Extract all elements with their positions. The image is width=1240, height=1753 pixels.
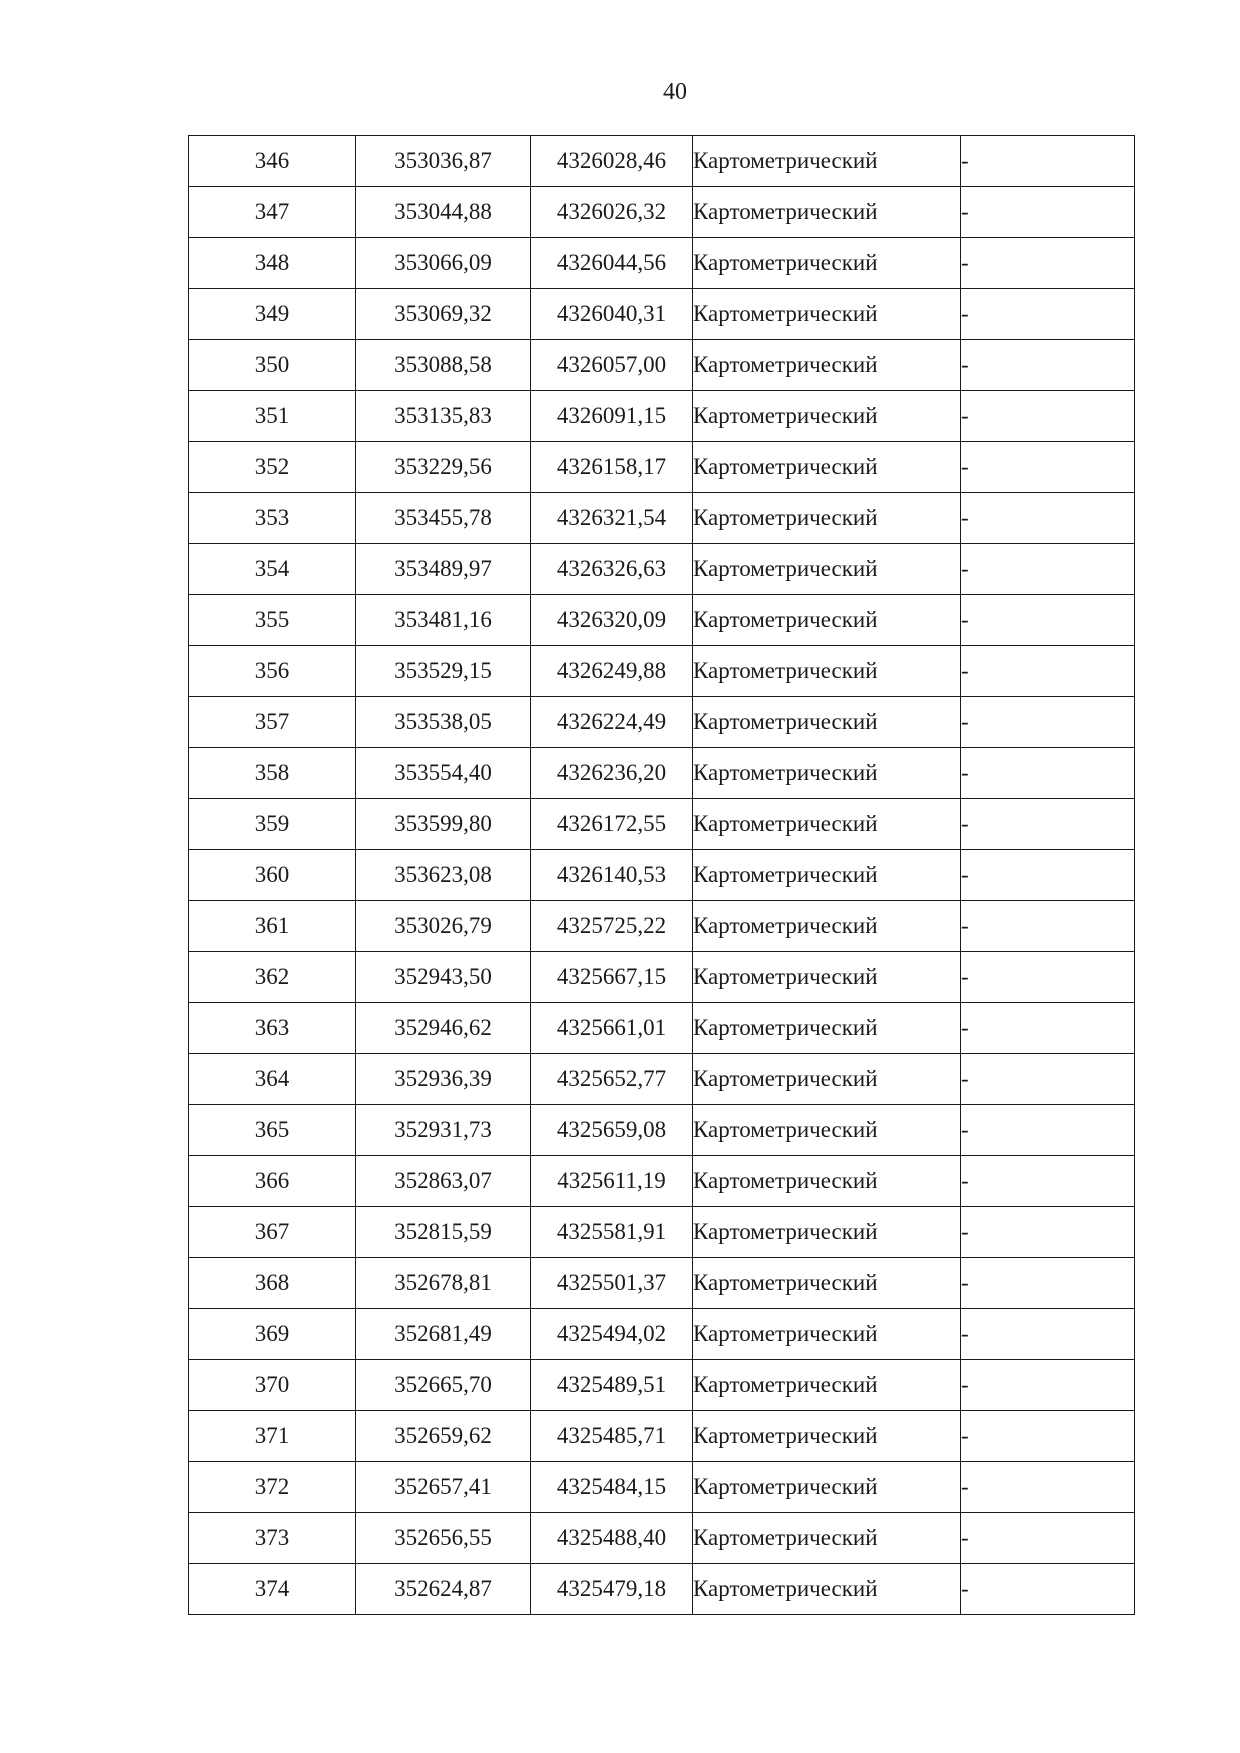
y-coordinate-cell: 4325484,15 bbox=[531, 1462, 693, 1513]
x-coordinate-cell: 352659,62 bbox=[356, 1411, 531, 1462]
y-coordinate-cell: 4325611,19 bbox=[531, 1156, 693, 1207]
x-coordinate-cell: 352678,81 bbox=[356, 1258, 531, 1309]
accuracy-cell: - bbox=[961, 646, 1135, 697]
x-coordinate-cell: 353066,09 bbox=[356, 238, 531, 289]
table-row bbox=[189, 1564, 1135, 1615]
point-number-cell: 369 bbox=[189, 1309, 356, 1360]
x-coordinate-cell: 353135,83 bbox=[356, 391, 531, 442]
table-row bbox=[189, 952, 1135, 1003]
accuracy-cell: - bbox=[961, 1258, 1135, 1309]
table-row bbox=[189, 1513, 1135, 1564]
accuracy-cell: - bbox=[961, 1462, 1135, 1513]
y-coordinate-cell: 4325652,77 bbox=[531, 1054, 693, 1105]
method-cell: Картометрический bbox=[693, 1462, 961, 1513]
x-coordinate-cell: 352681,49 bbox=[356, 1309, 531, 1360]
point-number-cell: 363 bbox=[189, 1003, 356, 1054]
accuracy-cell: - bbox=[961, 595, 1135, 646]
y-coordinate-cell: 4326172,55 bbox=[531, 799, 693, 850]
x-coordinate-cell: 353489,97 bbox=[356, 544, 531, 595]
method-cell: Картометрический bbox=[693, 1309, 961, 1360]
y-coordinate-cell: 4326057,00 bbox=[531, 340, 693, 391]
table-row bbox=[189, 1207, 1135, 1258]
method-cell: Картометрический bbox=[693, 493, 961, 544]
y-coordinate-cell: 4325494,02 bbox=[531, 1309, 693, 1360]
method-cell: Картометрический bbox=[693, 136, 961, 187]
table-row bbox=[189, 850, 1135, 901]
accuracy-cell: - bbox=[961, 1156, 1135, 1207]
table-row bbox=[189, 697, 1135, 748]
accuracy-cell: - bbox=[961, 799, 1135, 850]
point-number-cell: 354 bbox=[189, 544, 356, 595]
method-cell: Картометрический bbox=[693, 1258, 961, 1309]
accuracy-cell: - bbox=[961, 1513, 1135, 1564]
point-number-cell: 362 bbox=[189, 952, 356, 1003]
accuracy-cell: - bbox=[961, 1411, 1135, 1462]
method-cell: Картометрический bbox=[693, 748, 961, 799]
method-cell: Картометрический bbox=[693, 1003, 961, 1054]
accuracy-cell: - bbox=[961, 1054, 1135, 1105]
x-coordinate-cell: 352624,87 bbox=[356, 1564, 531, 1615]
x-coordinate-cell: 353529,15 bbox=[356, 646, 531, 697]
table-row bbox=[189, 340, 1135, 391]
accuracy-cell: - bbox=[961, 952, 1135, 1003]
table-row bbox=[189, 493, 1135, 544]
point-number-cell: 359 bbox=[189, 799, 356, 850]
accuracy-cell: - bbox=[961, 289, 1135, 340]
method-cell: Картометрический bbox=[693, 1411, 961, 1462]
point-number-cell: 351 bbox=[189, 391, 356, 442]
method-cell: Картометрический bbox=[693, 187, 961, 238]
table-row bbox=[189, 1156, 1135, 1207]
x-coordinate-cell: 352946,62 bbox=[356, 1003, 531, 1054]
table-row bbox=[189, 391, 1135, 442]
point-number-cell: 348 bbox=[189, 238, 356, 289]
accuracy-cell: - bbox=[961, 187, 1135, 238]
accuracy-cell: - bbox=[961, 544, 1135, 595]
point-number-cell: 357 bbox=[189, 697, 356, 748]
y-coordinate-cell: 4325488,40 bbox=[531, 1513, 693, 1564]
point-number-cell: 368 bbox=[189, 1258, 356, 1309]
x-coordinate-cell: 353481,16 bbox=[356, 595, 531, 646]
method-cell: Картометрический bbox=[693, 850, 961, 901]
x-coordinate-cell: 353623,08 bbox=[356, 850, 531, 901]
x-coordinate-cell: 352815,59 bbox=[356, 1207, 531, 1258]
y-coordinate-cell: 4325501,37 bbox=[531, 1258, 693, 1309]
y-coordinate-cell: 4326028,46 bbox=[531, 136, 693, 187]
y-coordinate-cell: 4326158,17 bbox=[531, 442, 693, 493]
y-coordinate-cell: 4326140,53 bbox=[531, 850, 693, 901]
accuracy-cell: - bbox=[961, 493, 1135, 544]
accuracy-cell: - bbox=[961, 1003, 1135, 1054]
y-coordinate-cell: 4325581,91 bbox=[531, 1207, 693, 1258]
coordinates-table-body bbox=[189, 136, 1135, 1615]
x-coordinate-cell: 353599,80 bbox=[356, 799, 531, 850]
point-number-cell: 371 bbox=[189, 1411, 356, 1462]
method-cell: Картометрический bbox=[693, 595, 961, 646]
page-number: 40 bbox=[663, 79, 687, 105]
x-coordinate-cell: 352931,73 bbox=[356, 1105, 531, 1156]
method-cell: Картометрический bbox=[693, 952, 961, 1003]
accuracy-cell: - bbox=[961, 391, 1135, 442]
coordinates-table bbox=[188, 135, 1135, 1615]
y-coordinate-cell: 4326326,63 bbox=[531, 544, 693, 595]
method-cell: Картометрический bbox=[693, 646, 961, 697]
table-row bbox=[189, 799, 1135, 850]
y-coordinate-cell: 4325659,08 bbox=[531, 1105, 693, 1156]
table-row bbox=[189, 901, 1135, 952]
method-cell: Картометрический bbox=[693, 238, 961, 289]
accuracy-cell: - bbox=[961, 850, 1135, 901]
method-cell: Картометрический bbox=[693, 1360, 961, 1411]
x-coordinate-cell: 353088,58 bbox=[356, 340, 531, 391]
table-row bbox=[189, 1003, 1135, 1054]
x-coordinate-cell: 353036,87 bbox=[356, 136, 531, 187]
point-number-cell: 353 bbox=[189, 493, 356, 544]
point-number-cell: 352 bbox=[189, 442, 356, 493]
y-coordinate-cell: 4326091,15 bbox=[531, 391, 693, 442]
point-number-cell: 372 bbox=[189, 1462, 356, 1513]
table-row bbox=[189, 1411, 1135, 1462]
table-row bbox=[189, 748, 1135, 799]
point-number-cell: 358 bbox=[189, 748, 356, 799]
accuracy-cell: - bbox=[961, 697, 1135, 748]
method-cell: Картометрический bbox=[693, 391, 961, 442]
x-coordinate-cell: 353069,32 bbox=[356, 289, 531, 340]
y-coordinate-cell: 4326040,31 bbox=[531, 289, 693, 340]
x-coordinate-cell: 352665,70 bbox=[356, 1360, 531, 1411]
accuracy-cell: - bbox=[961, 1105, 1135, 1156]
x-coordinate-cell: 353554,40 bbox=[356, 748, 531, 799]
y-coordinate-cell: 4326026,32 bbox=[531, 187, 693, 238]
y-coordinate-cell: 4325725,22 bbox=[531, 901, 693, 952]
table-row bbox=[189, 1462, 1135, 1513]
method-cell: Картометрический bbox=[693, 901, 961, 952]
method-cell: Картометрический bbox=[693, 1156, 961, 1207]
point-number-cell: 370 bbox=[189, 1360, 356, 1411]
table-row bbox=[189, 187, 1135, 238]
accuracy-cell: - bbox=[961, 1207, 1135, 1258]
y-coordinate-cell: 4325661,01 bbox=[531, 1003, 693, 1054]
point-number-cell: 355 bbox=[189, 595, 356, 646]
y-coordinate-cell: 4326249,88 bbox=[531, 646, 693, 697]
accuracy-cell: - bbox=[961, 901, 1135, 952]
method-cell: Картометрический bbox=[693, 340, 961, 391]
point-number-cell: 349 bbox=[189, 289, 356, 340]
table-row bbox=[189, 1309, 1135, 1360]
accuracy-cell: - bbox=[961, 238, 1135, 289]
table-row bbox=[189, 238, 1135, 289]
point-number-cell: 365 bbox=[189, 1105, 356, 1156]
method-cell: Картометрический bbox=[693, 1207, 961, 1258]
y-coordinate-cell: 4326320,09 bbox=[531, 595, 693, 646]
y-coordinate-cell: 4325667,15 bbox=[531, 952, 693, 1003]
point-number-cell: 347 bbox=[189, 187, 356, 238]
point-number-cell: 367 bbox=[189, 1207, 356, 1258]
x-coordinate-cell: 352936,39 bbox=[356, 1054, 531, 1105]
table-row bbox=[189, 595, 1135, 646]
table-row bbox=[189, 646, 1135, 697]
method-cell: Картометрический bbox=[693, 289, 961, 340]
method-cell: Картометрический bbox=[693, 799, 961, 850]
y-coordinate-cell: 4325489,51 bbox=[531, 1360, 693, 1411]
y-coordinate-cell: 4326321,54 bbox=[531, 493, 693, 544]
point-number-cell: 361 bbox=[189, 901, 356, 952]
table-row bbox=[189, 136, 1135, 187]
x-coordinate-cell: 352656,55 bbox=[356, 1513, 531, 1564]
method-cell: Картометрический bbox=[693, 1105, 961, 1156]
point-number-cell: 346 bbox=[189, 136, 356, 187]
x-coordinate-cell: 352943,50 bbox=[356, 952, 531, 1003]
x-coordinate-cell: 353229,56 bbox=[356, 442, 531, 493]
accuracy-cell: - bbox=[961, 340, 1135, 391]
y-coordinate-cell: 4326044,56 bbox=[531, 238, 693, 289]
x-coordinate-cell: 353044,88 bbox=[356, 187, 531, 238]
point-number-cell: 374 bbox=[189, 1564, 356, 1615]
accuracy-cell: - bbox=[961, 748, 1135, 799]
table-row bbox=[189, 1360, 1135, 1411]
point-number-cell: 350 bbox=[189, 340, 356, 391]
table-row bbox=[189, 289, 1135, 340]
method-cell: Картометрический bbox=[693, 1513, 961, 1564]
y-coordinate-cell: 4326224,49 bbox=[531, 697, 693, 748]
x-coordinate-cell: 353026,79 bbox=[356, 901, 531, 952]
x-coordinate-cell: 352863,07 bbox=[356, 1156, 531, 1207]
table-row bbox=[189, 1105, 1135, 1156]
accuracy-cell: - bbox=[961, 1309, 1135, 1360]
method-cell: Картометрический bbox=[693, 1054, 961, 1105]
point-number-cell: 366 bbox=[189, 1156, 356, 1207]
table-row bbox=[189, 544, 1135, 595]
table-row bbox=[189, 1054, 1135, 1105]
accuracy-cell: - bbox=[961, 1360, 1135, 1411]
table-row bbox=[189, 442, 1135, 493]
y-coordinate-cell: 4326236,20 bbox=[531, 748, 693, 799]
x-coordinate-cell: 352657,41 bbox=[356, 1462, 531, 1513]
x-coordinate-cell: 353455,78 bbox=[356, 493, 531, 544]
method-cell: Картометрический bbox=[693, 697, 961, 748]
point-number-cell: 356 bbox=[189, 646, 356, 697]
accuracy-cell: - bbox=[961, 136, 1135, 187]
y-coordinate-cell: 4325479,18 bbox=[531, 1564, 693, 1615]
method-cell: Картометрический bbox=[693, 544, 961, 595]
method-cell: Картометрический bbox=[693, 442, 961, 493]
method-cell: Картометрический bbox=[693, 1564, 961, 1615]
x-coordinate-cell: 353538,05 bbox=[356, 697, 531, 748]
table-row bbox=[189, 1258, 1135, 1309]
accuracy-cell: - bbox=[961, 1564, 1135, 1615]
point-number-cell: 364 bbox=[189, 1054, 356, 1105]
point-number-cell: 373 bbox=[189, 1513, 356, 1564]
y-coordinate-cell: 4325485,71 bbox=[531, 1411, 693, 1462]
accuracy-cell: - bbox=[961, 442, 1135, 493]
point-number-cell: 360 bbox=[189, 850, 356, 901]
